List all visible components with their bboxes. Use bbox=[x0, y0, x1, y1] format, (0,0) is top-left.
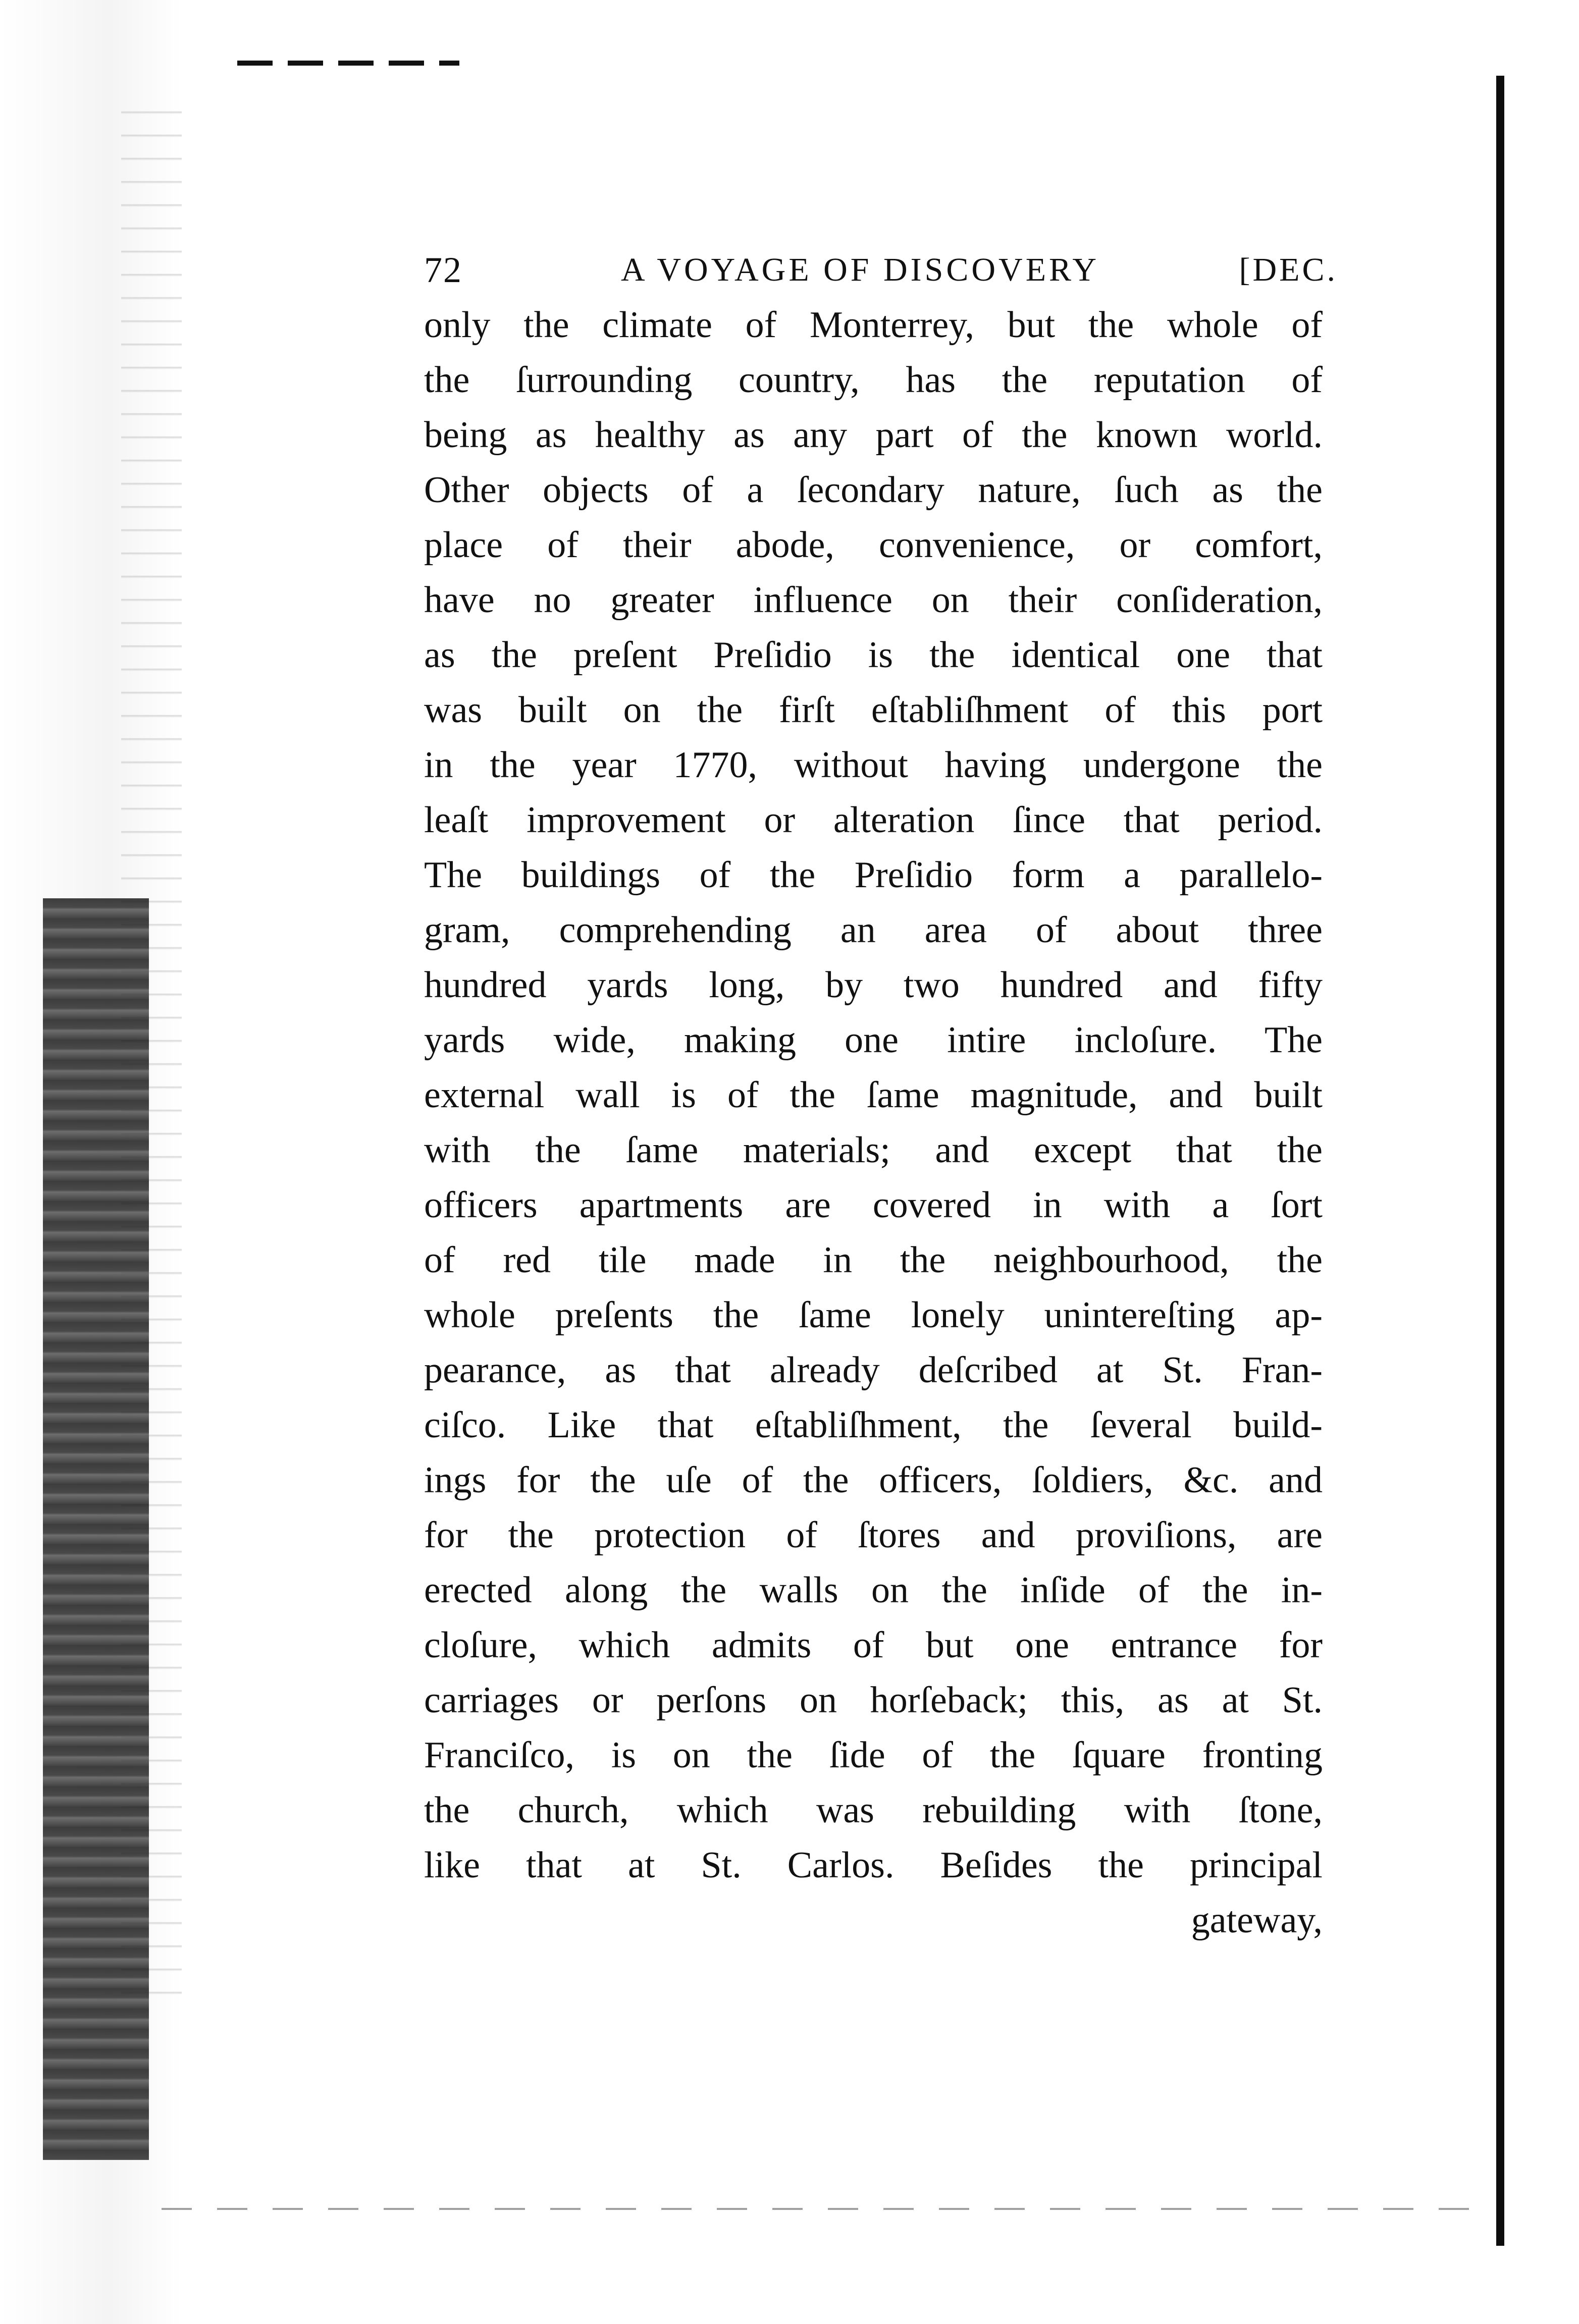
text-line: was built on the firſt eſtabliſhment of this port bbox=[424, 689, 1323, 731]
catchword: gateway, bbox=[1191, 1900, 1323, 1941]
text-line: hundred yards long, by two hundred and fifty bbox=[424, 964, 1323, 1006]
text-line: Franciſco, is on the ſide of the ſquare fronting bbox=[424, 1735, 1323, 1776]
text-line: like that at St. Carlos. Beſides the principal bbox=[424, 1845, 1323, 1886]
text-line: The buildings of the Preſidio form a parallelo- bbox=[424, 854, 1323, 896]
page-number: 72 bbox=[424, 250, 462, 290]
text-line: of red tile made in the neighbourhood, the bbox=[424, 1239, 1323, 1281]
text-line: leaſt improvement or alteration ſince that period. bbox=[424, 799, 1323, 841]
running-title: A VOYAGE OF DISCOVERY bbox=[621, 251, 1100, 288]
book-page bbox=[404, 242, 1338, 1973]
text-line: in the year 1770, without having undergone the bbox=[424, 744, 1323, 786]
text-line: pearance, as that already deſcribed at St. Fran- bbox=[424, 1349, 1323, 1391]
text-line: the ſurrounding country, has the reputation of bbox=[424, 359, 1323, 401]
text-line: only the climate of Monterrey, but the whole of bbox=[424, 304, 1323, 346]
text-line: whole preſents the ſame lonely unintereſting ap- bbox=[424, 1294, 1323, 1336]
binding-edge bbox=[43, 898, 149, 2160]
text-line: as the preſent Preſidio is the identical one that bbox=[424, 634, 1323, 676]
text-line: the church, which was rebuilding with ſtone, bbox=[424, 1790, 1323, 1831]
text-line: being as healthy as any part of the known world. bbox=[424, 414, 1323, 456]
text-line: gram, comprehending an area of about three bbox=[424, 909, 1323, 951]
text-line: ciſco. Like that eſtabliſhment, the ſeveral build- bbox=[424, 1404, 1323, 1446]
top-edge-marks bbox=[237, 61, 459, 66]
right-page-edge bbox=[1496, 76, 1504, 2246]
text-line: cloſure, which admits of but one entrance for bbox=[424, 1625, 1323, 1666]
text-line: Other objects of a ſecondary nature, ſuch as the bbox=[424, 469, 1323, 511]
text-line: erected along the walls on the inſide of the in- bbox=[424, 1570, 1323, 1611]
text-line: place of their abode, convenience, or comfort, bbox=[424, 524, 1323, 566]
text-line: external wall is of the ſame magnitude, and built bbox=[424, 1074, 1323, 1116]
bottom-edge-marks bbox=[162, 2208, 1494, 2210]
text-line: officers apartments are covered in with a ſort bbox=[424, 1184, 1323, 1226]
running-head bbox=[404, 242, 1338, 298]
body-text bbox=[404, 298, 1323, 1948]
text-line: with the ſame materials; and except that the bbox=[424, 1129, 1323, 1171]
text-line: have no greater influence on their conſideration, bbox=[424, 579, 1323, 621]
text-line: carriages or perſons on horſeback; this, as at St. bbox=[424, 1680, 1323, 1721]
running-month: [DEC. bbox=[1239, 251, 1338, 288]
text-line: ings for the uſe of the officers, ſoldiers, &c. and bbox=[424, 1460, 1323, 1501]
text-line: yards wide, making one intire incloſure. The bbox=[424, 1019, 1323, 1061]
text-line: for the protection of ſtores and proviſions, are bbox=[424, 1515, 1323, 1556]
